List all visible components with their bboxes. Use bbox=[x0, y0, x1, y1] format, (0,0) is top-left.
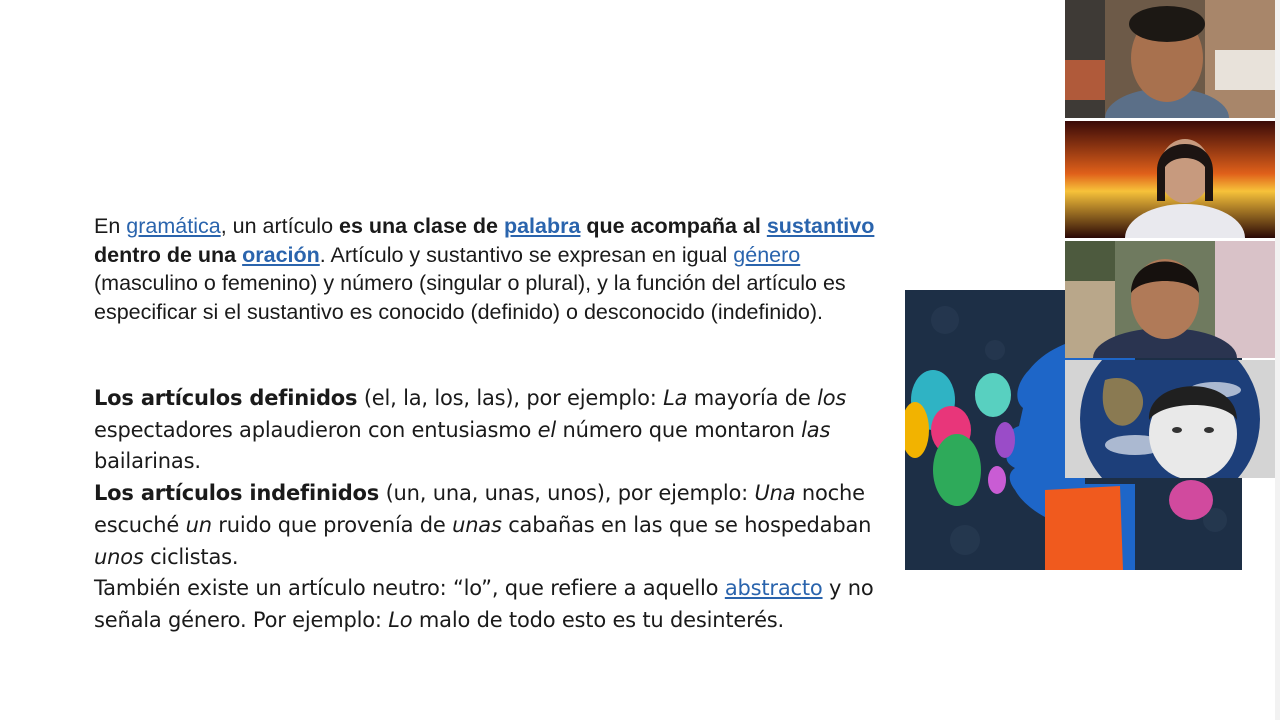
text: cabañas en las que se hospedaban bbox=[501, 512, 872, 537]
participant-video-4-image bbox=[1065, 360, 1275, 478]
italic-article: las bbox=[801, 417, 831, 442]
italic-article: Una bbox=[754, 481, 796, 506]
link-genero[interactable]: género bbox=[733, 242, 801, 267]
neutro-block bbox=[94, 573, 894, 636]
text: ruido que provenía de bbox=[211, 512, 453, 537]
link-oracion[interactable]: oración bbox=[242, 242, 320, 267]
text: (masculino o femenino) y número (singular o plural), y la función del artículo es especificar si el sustantivo es conocido (definido) o desconocido (indefinido). bbox=[94, 271, 846, 324]
text: , un artículo bbox=[220, 214, 340, 238]
text: ciclistas. bbox=[143, 544, 239, 569]
text: es una clase de bbox=[339, 214, 504, 238]
definidos-heading: Los artículos definidos bbox=[94, 386, 358, 410]
link-palabra[interactable]: palabra bbox=[503, 214, 581, 238]
text: También existe un artículo neutro: “lo”, que refiere a aquello bbox=[94, 576, 725, 601]
participant-video-4[interactable] bbox=[1065, 360, 1275, 478]
paragraph-definition bbox=[94, 212, 894, 326]
text: y no señala género. Por ejemplo: bbox=[94, 576, 874, 632]
italic-article: un bbox=[185, 512, 212, 537]
participant-video-1-image bbox=[1065, 0, 1275, 118]
text: (el, la, los, las), por ejemplo: bbox=[357, 386, 664, 410]
text: bailarinas. bbox=[94, 449, 201, 474]
italic-article: los bbox=[817, 386, 847, 410]
participant-video-2-image bbox=[1065, 121, 1275, 238]
italic-article: La bbox=[663, 386, 688, 410]
text: número que montaron bbox=[556, 417, 802, 442]
italic-article: Lo bbox=[388, 607, 413, 632]
indefinidos-block bbox=[94, 478, 894, 573]
text: mayoría de bbox=[687, 386, 818, 410]
participant-video-3[interactable] bbox=[1065, 241, 1275, 358]
text: noche escuché bbox=[94, 481, 865, 537]
window-edge bbox=[1275, 0, 1280, 720]
italic-article: unos bbox=[94, 544, 144, 569]
text: (un, una, unas, unos), por ejemplo: bbox=[379, 481, 755, 506]
link-abstracto[interactable]: abstracto bbox=[724, 576, 823, 601]
link-gramatica[interactable]: gramática bbox=[126, 214, 221, 238]
text: que acompaña al bbox=[580, 214, 767, 238]
paragraph-examples bbox=[94, 383, 894, 637]
text: En bbox=[94, 214, 127, 238]
participant-video-3-image bbox=[1065, 241, 1275, 358]
text: malo de todo esto es tu desinterés. bbox=[412, 607, 785, 632]
indefinidos-heading: Los artículos indefinidos bbox=[94, 481, 380, 506]
link-sustantivo[interactable]: sustantivo bbox=[766, 214, 875, 238]
text: . Artículo y sustantivo se expresan en igual bbox=[319, 242, 734, 267]
text: dentro de una bbox=[94, 242, 243, 267]
italic-article: unas bbox=[452, 512, 502, 537]
italic-article: el bbox=[537, 417, 557, 442]
definidos-block bbox=[94, 383, 894, 478]
participant-video-2[interactable] bbox=[1065, 121, 1275, 238]
participant-video-1[interactable] bbox=[1065, 0, 1275, 118]
text: espectadores aplaudieron con entusiasmo bbox=[94, 417, 538, 442]
